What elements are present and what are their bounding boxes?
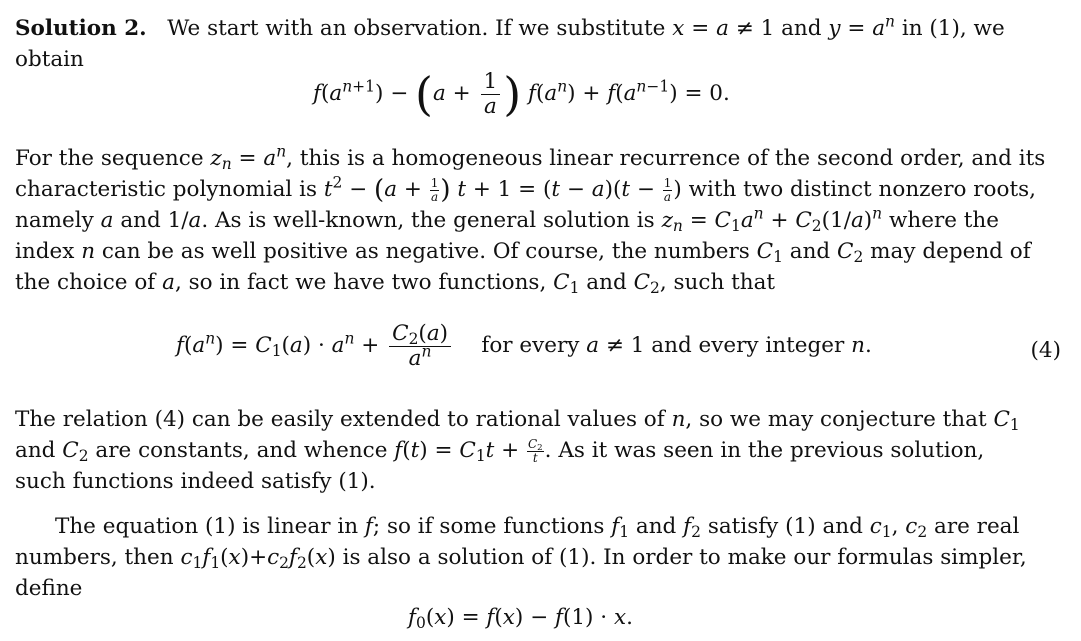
para3-line1: The relation (4) can be easily extended to rational values of n, so we may conjecture that $C_1$ [15,407,1020,434]
para3-line2: and $C_2$ are constants, and whence $f(t) = C_1t$ + $\frac{C_2}{t}$ . As it was seen in the previous solution, [15,436,985,465]
para2-line2: characteristic polynomial is $t^2 - (a$ + $\frac{1}{a}$ ) t + 1 = (t − a)(t − $\frac{1}{a}$ ) with two distinct nonzero roots, [15,173,1036,205]
equation-1: $f(a^{n+1}) - (a$ + $\frac{1}{a}$ ) $f(a^n) + f(a^{n-1}) = 0$. [313,67,730,122]
equation-4: $f(a^n) = C_1(a) \cdot a^n$ + $\frac{C_2(a)}{a^n}$ for every a ≠ 1 and every integer n. [176,321,872,371]
equation-define-f0: $f_0(x) = f(x) - f(1) \cdot x$. [408,605,633,632]
para2-line3: namely a and 1/a. As is well-known, the general solution is $z_n = C_1a^n + C_2(1/a)^n$ where the [15,204,999,235]
para4-line2: numbers, then $c_1f_1(x)+c_2f_2(x)$ is also a solution of (1). In order to make our formulas simpler, [15,545,1027,572]
para4-line3: define [15,576,83,601]
para2-line4: index n can be as well positive as negative. Of course, the numbers $C_1$ and $C_2$ may depend of [15,239,1031,266]
para2-line1: For the sequence $z_n = a^n$, this is a homogeneous linear recurrence of the second order, and its [15,142,1046,173]
para1-line1: Solution 2. We start with an observation. If we substitute x = a ≠ 1 and $y = a^n$ in (1), we [15,12,1005,41]
para2-line5: the choice of a, so in fact we have two functions, $C_1$ and $C_2$, such that [15,270,776,297]
para3-line3: such functions indeed satisfy (1). [15,469,376,494]
equation-4-number: (4) [1030,338,1061,363]
para1-line2: obtain [15,47,84,72]
solution-heading: Solution 2. [15,16,147,41]
para4-line1: The equation (1) is linear in f; so if some functions $f_1$ and $f_2$ satisfy (1) and $c_1$, $c_2$ are real [55,514,1020,541]
